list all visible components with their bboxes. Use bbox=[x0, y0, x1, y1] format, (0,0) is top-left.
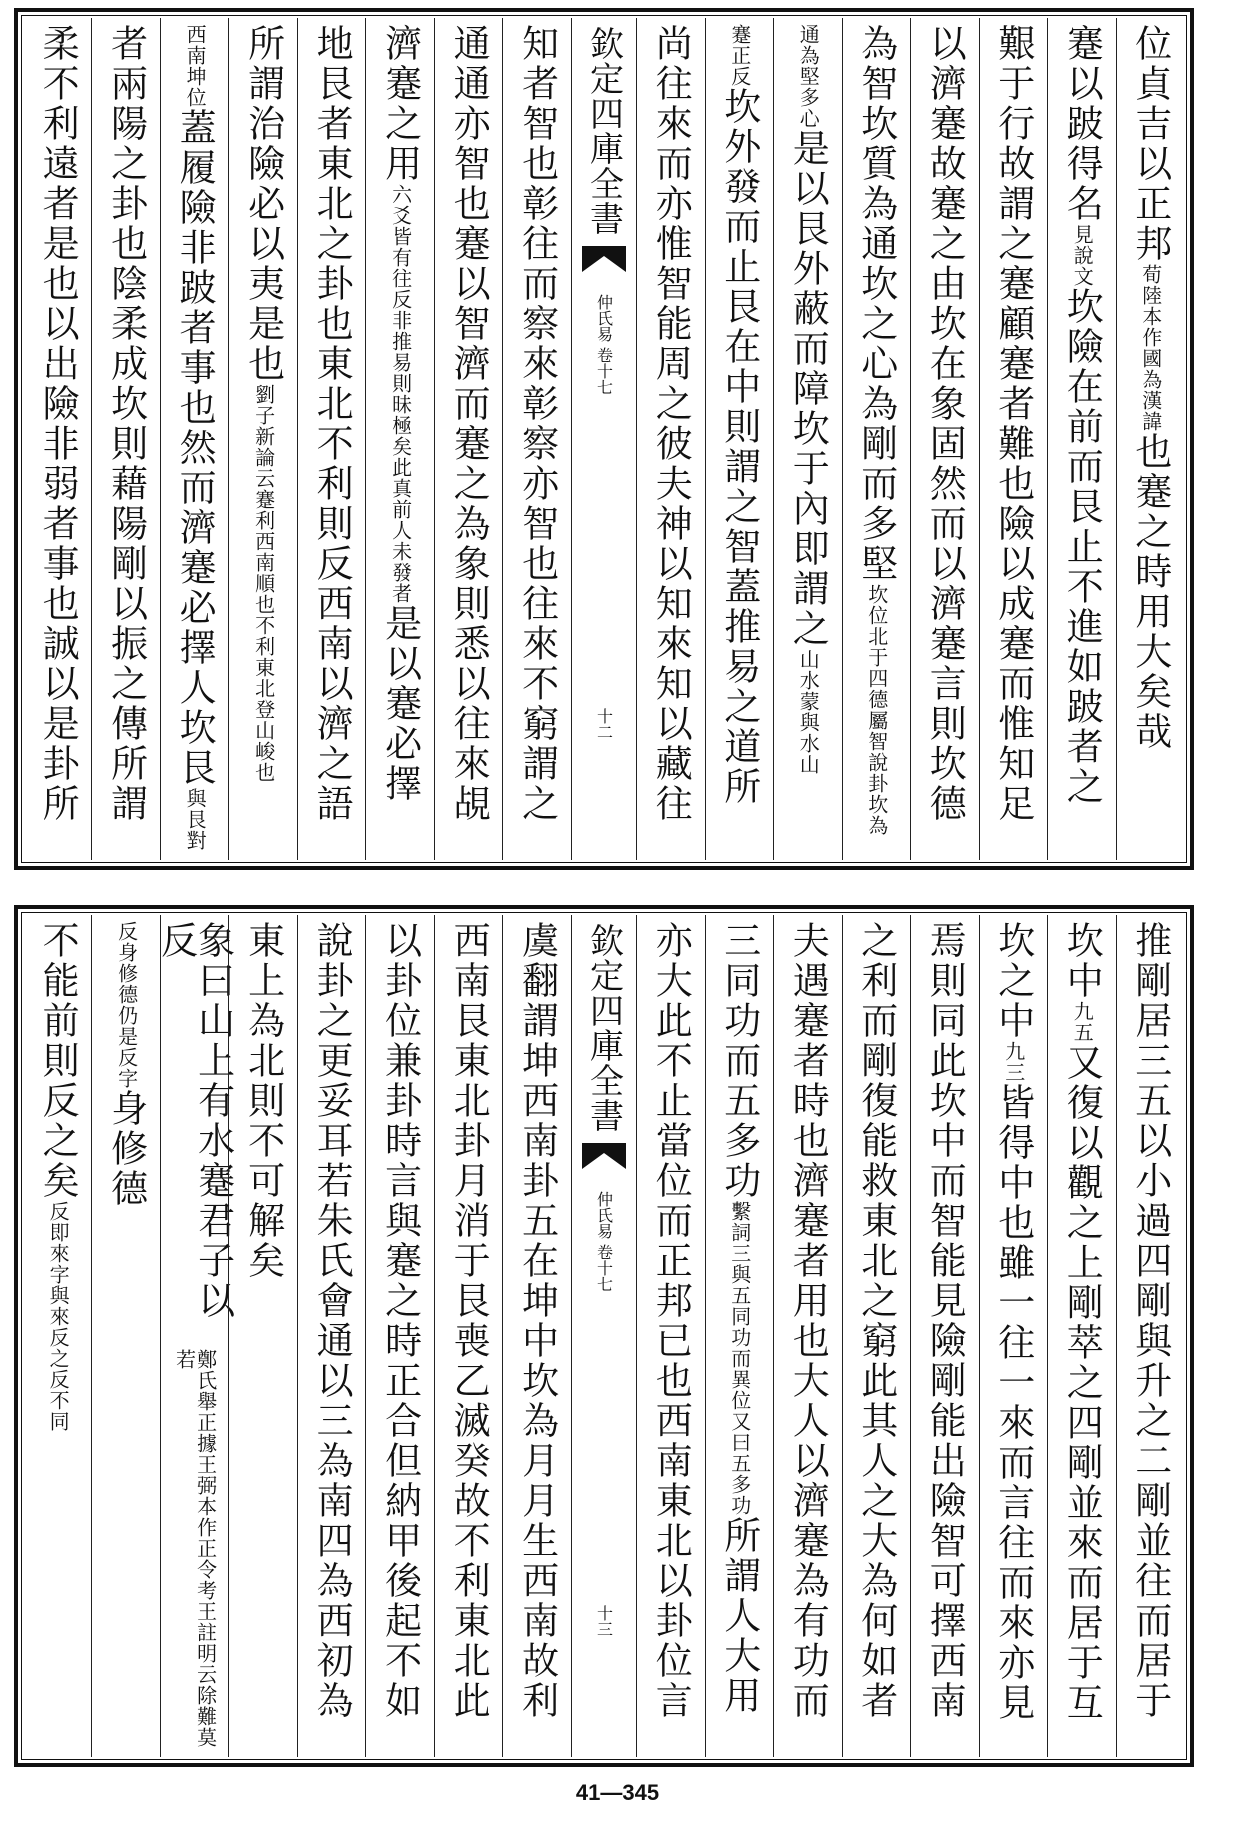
text-column bbox=[910, 18, 979, 860]
leaf-number: 十三 bbox=[594, 1605, 614, 1637]
text-column bbox=[297, 915, 366, 1757]
text-column bbox=[1047, 18, 1116, 860]
commentary-note: 通為堅多心 bbox=[796, 24, 821, 129]
book-title: 欽定四庫全書 bbox=[583, 923, 624, 1133]
commentary-note: 九三 bbox=[1001, 1041, 1026, 1083]
text-column bbox=[154, 915, 235, 1757]
text-column bbox=[842, 915, 911, 1757]
text-column bbox=[502, 18, 571, 860]
main-text: 坎中 bbox=[1060, 921, 1104, 1001]
text-column bbox=[773, 18, 842, 860]
main-text: 知者智也彰往而察來彰察亦智也往來不窮謂之 bbox=[515, 24, 559, 824]
commentary-note: 見說文 bbox=[1070, 224, 1095, 287]
text-column bbox=[502, 915, 571, 1757]
main-text: 又復以觀之上剛萃之四剛並來而居于互 bbox=[1060, 1043, 1104, 1723]
main-text: 地艮者東北之卦也東北不利則反西南以濟之語 bbox=[310, 24, 354, 824]
main-text: 東上為北則不可解矣 bbox=[241, 921, 285, 1281]
top-columns bbox=[24, 18, 1184, 860]
main-text: 以濟蹇故蹇之由坎在象固然而以濟蹇言則坎德 bbox=[923, 24, 967, 824]
main-text: 艱于行故謂之蹇顧蹇者難也險以成蹇而惟知足 bbox=[991, 24, 1035, 824]
text-column bbox=[979, 18, 1048, 860]
main-text: 是以艮外蔽而障坎于內即謂之 bbox=[786, 129, 830, 649]
main-text: 身修德 bbox=[104, 1089, 148, 1209]
text-column bbox=[91, 915, 160, 1757]
main-text: 坎外發而止艮在中則謂之智蓋推易之道所 bbox=[717, 87, 761, 807]
main-text: 柔不利遠者是也以出險非弱者事也誠以是卦所 bbox=[36, 24, 80, 824]
text-column bbox=[365, 18, 434, 860]
commentary-note: 鄭氏舉正據王弼本作正令考王註明云除難莫若 bbox=[172, 1348, 218, 1748]
text-column bbox=[705, 915, 774, 1757]
main-text: 位貞吉以正邦 bbox=[1128, 24, 1172, 264]
text-column bbox=[434, 18, 503, 860]
commentary-note: 蹇正反 bbox=[727, 24, 752, 87]
commentary-note: 山水蒙與水山 bbox=[796, 649, 821, 775]
leaf-number: 十二 bbox=[594, 708, 614, 740]
fish-tail-ornament-icon bbox=[582, 1143, 626, 1169]
main-text: 通通亦智也蹇以智濟而蹇之為象則悉以往來覘 bbox=[447, 24, 491, 824]
text-column bbox=[228, 18, 297, 860]
text-column bbox=[1047, 915, 1116, 1757]
main-text: 虞翻謂坤西南卦五在坤中坎為月月生西南故利 bbox=[515, 921, 559, 1721]
text-column bbox=[842, 18, 911, 860]
commentary-note: 坎位北于四德屬智說卦坎為 bbox=[864, 584, 889, 836]
fish-tail-ornament-icon bbox=[582, 246, 626, 272]
main-text: 以卦位兼卦時言與蹇之時正合但納甲後起不如 bbox=[378, 921, 422, 1721]
main-text: 蓋履險非跛者事也然而濟蹇必擇人坎艮 bbox=[173, 108, 217, 788]
center-column bbox=[571, 18, 636, 860]
text-column bbox=[434, 915, 503, 1757]
volume-label: 仲氏易 卷十七 bbox=[594, 294, 614, 396]
text-column bbox=[1116, 18, 1185, 860]
main-text: 焉則同此坎中而智能見險剛能出險智可擇西南 bbox=[923, 921, 967, 1721]
main-text: 所謂人大用 bbox=[717, 1516, 761, 1716]
text-column bbox=[910, 915, 979, 1757]
commentary-note: 反即來字與來反之反不同 bbox=[46, 1201, 71, 1432]
commentary-note: 荀陸本作國為漢諱 bbox=[1138, 264, 1163, 432]
text-column bbox=[979, 915, 1048, 1757]
bottom-page bbox=[14, 905, 1194, 1767]
text-column bbox=[365, 915, 434, 1757]
main-text: 者兩陽之卦也陰柔成坎則藉陽剛以振之傳所謂 bbox=[104, 24, 148, 824]
main-text: 之利而剛復能救東北之窮此其人之大為何如者 bbox=[854, 921, 898, 1721]
main-text: 所謂治險必以夷是也 bbox=[241, 24, 285, 384]
text-column bbox=[24, 18, 92, 860]
text-column bbox=[773, 915, 842, 1757]
text-column bbox=[636, 18, 705, 860]
commentary-note: 九五 bbox=[1070, 1001, 1095, 1043]
text-column bbox=[160, 18, 229, 860]
main-text: 坎之中 bbox=[991, 921, 1035, 1041]
center-column bbox=[571, 915, 636, 1757]
main-text: 尚往來而亦惟智能周之彼夫神以知來知以藏往 bbox=[649, 24, 693, 824]
main-text: 為智坎質為通坎之心為剛而多堅 bbox=[854, 24, 898, 584]
text-column bbox=[24, 915, 92, 1757]
main-text: 夫遇蹇者時也濟蹇者用也大人以濟蹇為有功而 bbox=[786, 921, 830, 1721]
commentary-note: 繫詞三與五同功而異位又曰五多功 bbox=[727, 1201, 752, 1516]
volume-label: 仲氏易 卷十七 bbox=[594, 1191, 614, 1293]
main-text: 象曰山上有水蹇君子以反 bbox=[154, 921, 235, 1321]
book-title: 欽定四庫全書 bbox=[583, 26, 624, 236]
main-text: 坎險在前而艮止不進如跛者之 bbox=[1060, 287, 1104, 807]
main-text: 是以蹇必擇 bbox=[378, 604, 422, 804]
main-text: 不能前則反之矣 bbox=[36, 921, 80, 1201]
commentary-note: 劉子新論云蹇利西南順也不利東北登山峻也 bbox=[251, 384, 276, 783]
text-column bbox=[297, 18, 366, 860]
bottom-columns bbox=[24, 915, 1184, 1757]
page-code: 41—345 bbox=[575, 1780, 660, 1805]
main-text: 三同功而五多功 bbox=[717, 921, 761, 1201]
main-text: 說卦之更妥耳若朱氏會通以三為南四為西初為 bbox=[310, 921, 354, 1721]
main-text: 皆得中也雖一往一來而言往而來亦見 bbox=[991, 1083, 1035, 1723]
main-text: 西南艮東北卦月消于艮喪乙滅癸故不利東北此 bbox=[447, 921, 491, 1721]
commentary-note: 與艮對 bbox=[183, 788, 208, 851]
commentary-note: 反身修德仍是反字 bbox=[114, 921, 139, 1089]
text-column bbox=[1116, 915, 1185, 1757]
main-text: 亦大此不止當位而正邦已也西南東北以卦位言 bbox=[649, 921, 693, 1721]
main-text: 濟蹇之用 bbox=[378, 24, 422, 184]
main-text: 蹇以跛得名 bbox=[1060, 24, 1104, 224]
text-column bbox=[228, 915, 297, 1757]
main-text: 也蹇之時用大矣哉 bbox=[1128, 432, 1172, 752]
text-column bbox=[636, 915, 705, 1757]
text-column bbox=[705, 18, 774, 860]
commentary-note: 六爻皆有往反非推易則昧極矣此真前人未發者 bbox=[388, 184, 413, 604]
commentary-note: 西南坤位 bbox=[183, 24, 208, 108]
top-page bbox=[14, 8, 1194, 870]
main-text: 推剛居三五以小過四剛與升之二剛並往而居于 bbox=[1128, 921, 1172, 1721]
text-column bbox=[91, 18, 160, 860]
